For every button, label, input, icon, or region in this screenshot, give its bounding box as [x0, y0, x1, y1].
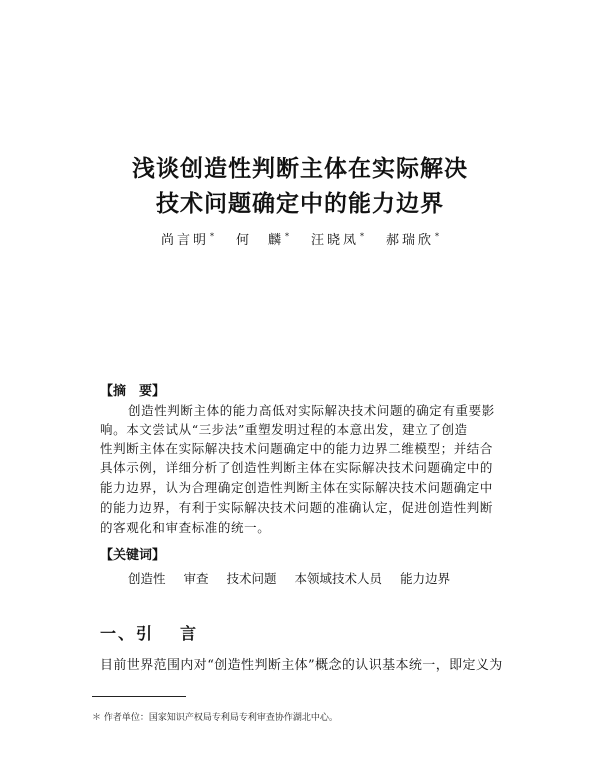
abstract-line: 响。本文尝试从“三步法”重塑发明过程的本意出发，建立了创造 — [100, 422, 468, 437]
keyword: 审查 — [183, 571, 209, 586]
abstract-line: 能力边界，认为合理确定创造性判断主体在实际解决技术问题确定中 — [100, 480, 494, 495]
keywords-label: 【关键词】 — [100, 548, 166, 563]
keyword: 创造性 — [128, 571, 166, 586]
keyword: 技术问题 — [226, 571, 277, 586]
abstract-line: 的能力边界，有利于实际解决技术问题的准确认定，促进创造性判断 — [100, 500, 494, 515]
abstract-line: 的客观化和审查标准的统一。 — [100, 520, 271, 535]
paper-title-line-2: 技术问题确定中的能力边界 — [156, 191, 444, 217]
author-1: 尚言明* — [160, 231, 214, 248]
footnote: ＊ 作者单位：国家知识产权局专利局专利审查协作湖北中心。 — [92, 713, 338, 723]
section-heading-introduction: 一、引 言 — [100, 624, 199, 643]
abstract-line: 性判断主体在实际解决技术问题确定中的能力边界二维模型；并结合 — [100, 441, 494, 456]
footnote-divider — [92, 696, 186, 697]
intro-paragraph: 目前世界范围内对“创造性判断主体”概念的认识基本统一，即定义为 — [100, 658, 503, 673]
abstract-label: 【摘 要】 — [100, 384, 166, 399]
keyword-list — [128, 569, 450, 587]
abstract-line: 创造性判断主体的能力高低对实际解决技术问题的确定有重要影 — [128, 403, 495, 418]
author-3: 汪晓凤* — [311, 231, 365, 248]
author-2: 何 麟* — [235, 231, 289, 248]
author-4: 郝瑞欣* — [386, 231, 440, 248]
author-list — [0, 229, 600, 248]
abstract-line: 具体示例，详细分析了创造性判断主体在实际解决技术问题确定中的 — [100, 460, 494, 475]
paper-title-line-1: 浅谈创造性判断主体在实际解决 — [132, 156, 468, 182]
keyword: 能力边界 — [400, 571, 451, 586]
keyword: 本领域技术人员 — [294, 571, 383, 586]
